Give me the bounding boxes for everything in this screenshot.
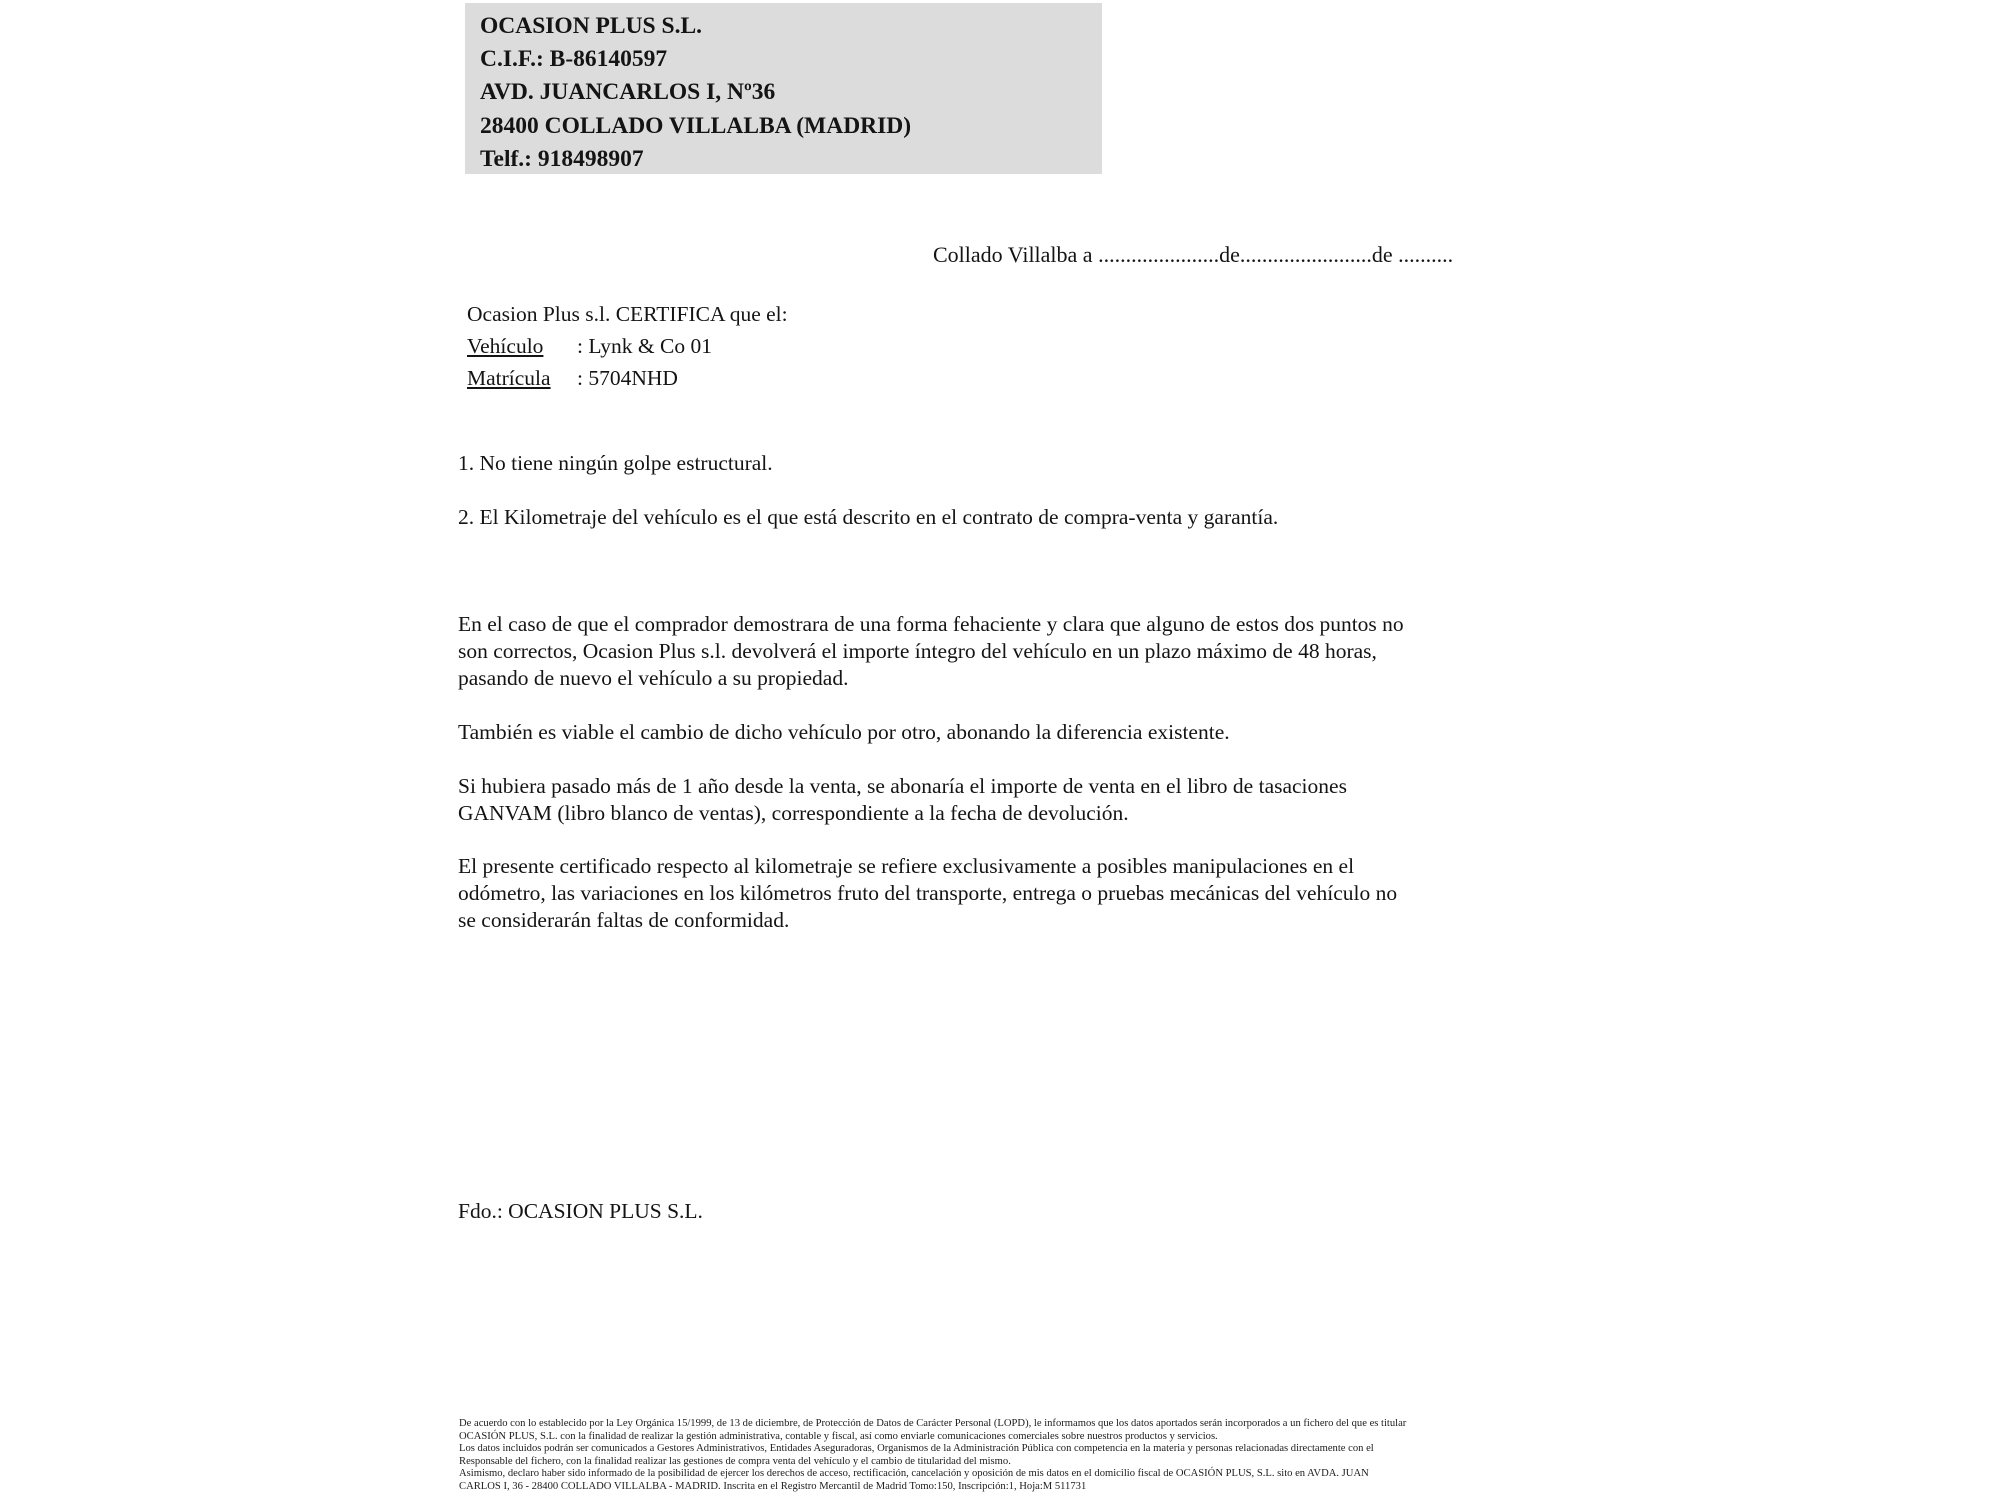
company-cif: C.I.F.: B-86140597 bbox=[480, 46, 668, 73]
plate-label: Matrícula bbox=[467, 366, 551, 390]
vehicle-label-cell bbox=[467, 330, 577, 362]
vehicle-value: : Lynk & Co 01 bbox=[577, 334, 712, 358]
date-place-line: Collado Villalba a ......................de........................de .......... bbox=[933, 242, 1454, 267]
certify-intro: Ocasion Plus s.l. CERTIFICA que el: bbox=[467, 302, 788, 326]
company-name: OCASION PLUS S.L. bbox=[480, 13, 702, 39]
legal-line: Responsable del fichero, con la finalidad realizar las gestiones de compra venta del vehículo y el cambio de titularidad del mismo. bbox=[459, 1455, 1011, 1467]
text-line: GANVAM (libro blanco de ventas), correspondiente a la fecha de devolución. bbox=[458, 801, 1129, 826]
paragraph-refund bbox=[458, 611, 1404, 693]
text-line: El presente certificado respecto al kilometraje se refiere exclusivamente a posibles manipulaciones en el bbox=[458, 854, 1355, 878]
text-line: En el caso de que el comprador demostrara de una forma fehaciente y clara que alguno de estos dos puntos no bbox=[458, 612, 1404, 636]
company-phone: Telf.: 918498907 bbox=[480, 145, 644, 172]
text-line: odómetro, las variaciones en los kilómetros fruto del transporte, entrega o pruebas mecánicas del vehículo no bbox=[458, 881, 1398, 906]
certification-block bbox=[467, 298, 788, 394]
legal-line: De acuerdo con lo establecido por la Ley Orgánica 15/1999, de 13 de diciembre, de Protección de Datos de Carácter Personal (LOPD), le informamos que los datos aportados serán incorporados a un fichero del que es titular bbox=[459, 1418, 1407, 1429]
paragraph-exchange bbox=[458, 719, 1230, 746]
text-line: son correctos, Ocasion Plus s.l. devolverá el importe íntegro del vehículo en un plazo máximo de 48 horas, bbox=[458, 639, 1377, 664]
vehicle-row bbox=[467, 330, 788, 362]
vehicle-label: Vehículo bbox=[467, 334, 544, 358]
plate-row bbox=[467, 362, 788, 394]
plate-label-cell bbox=[467, 362, 577, 394]
legal-line: Los datos incluidos podrán ser comunicados a Gestores Administrativos, Entidades Aseguradoras, Organismos de la Administración Pública con competencia en la materia y personas relacionadas directamente con el bbox=[459, 1443, 1374, 1455]
legal-line: CARLOS I, 36 - 28400 COLLADO VILLALBA - MADRID. Inscrita en el Registro Mercantil de Madrid Tomo:150, Inscripción:1, Hoja:M 511731 bbox=[459, 1480, 1087, 1492]
condition-2: 2. El Kilometraje del vehículo es el que está descrito en el contrato de compra-venta y garantía. bbox=[458, 505, 1279, 529]
signature-line: Fdo.: OCASION PLUS S.L. bbox=[458, 1199, 703, 1223]
text-line: se considerarán faltas de conformidad. bbox=[458, 908, 790, 933]
company-city: 28400 COLLADO VILLALBA (MADRID) bbox=[480, 112, 912, 139]
condition-1: 1. No tiene ningún golpe estructural. bbox=[458, 451, 773, 475]
legal-line: OCASIÓN PLUS, S.L. con la finalidad de realizar la gestión administrativa, contable y fiscal, así como enviarle comunicaciones comerciales sobre nuestros productos y servicios. bbox=[459, 1430, 1218, 1442]
paragraph-ganvam bbox=[458, 773, 1347, 827]
text-line: Si hubiera pasado más de 1 año desde la venta, se abonaría el importe de venta en el libro de tasaciones bbox=[458, 774, 1347, 798]
legal-line: Asimismo, declaro haber sido informado de la posibilidad de ejercer los derechos de acceso, rectificación, cancelación y oposición de mis datos en el domicilio fiscal de OCASIÓN PLUS, S.L. sito en AVDA. JUAN bbox=[459, 1468, 1369, 1480]
letterhead bbox=[465, 3, 1102, 174]
company-address: AVD. JUANCARLOS I, Nº36 bbox=[480, 79, 776, 106]
legal-footer bbox=[459, 1418, 1406, 1493]
paragraph-odometer bbox=[458, 853, 1397, 935]
plate-value: : 5704NHD bbox=[577, 366, 678, 390]
text-line: También es viable el cambio de dicho vehículo por otro, abonando la diferencia existente. bbox=[458, 720, 1230, 744]
text-line: pasando de nuevo el vehículo a su propiedad. bbox=[458, 666, 849, 691]
